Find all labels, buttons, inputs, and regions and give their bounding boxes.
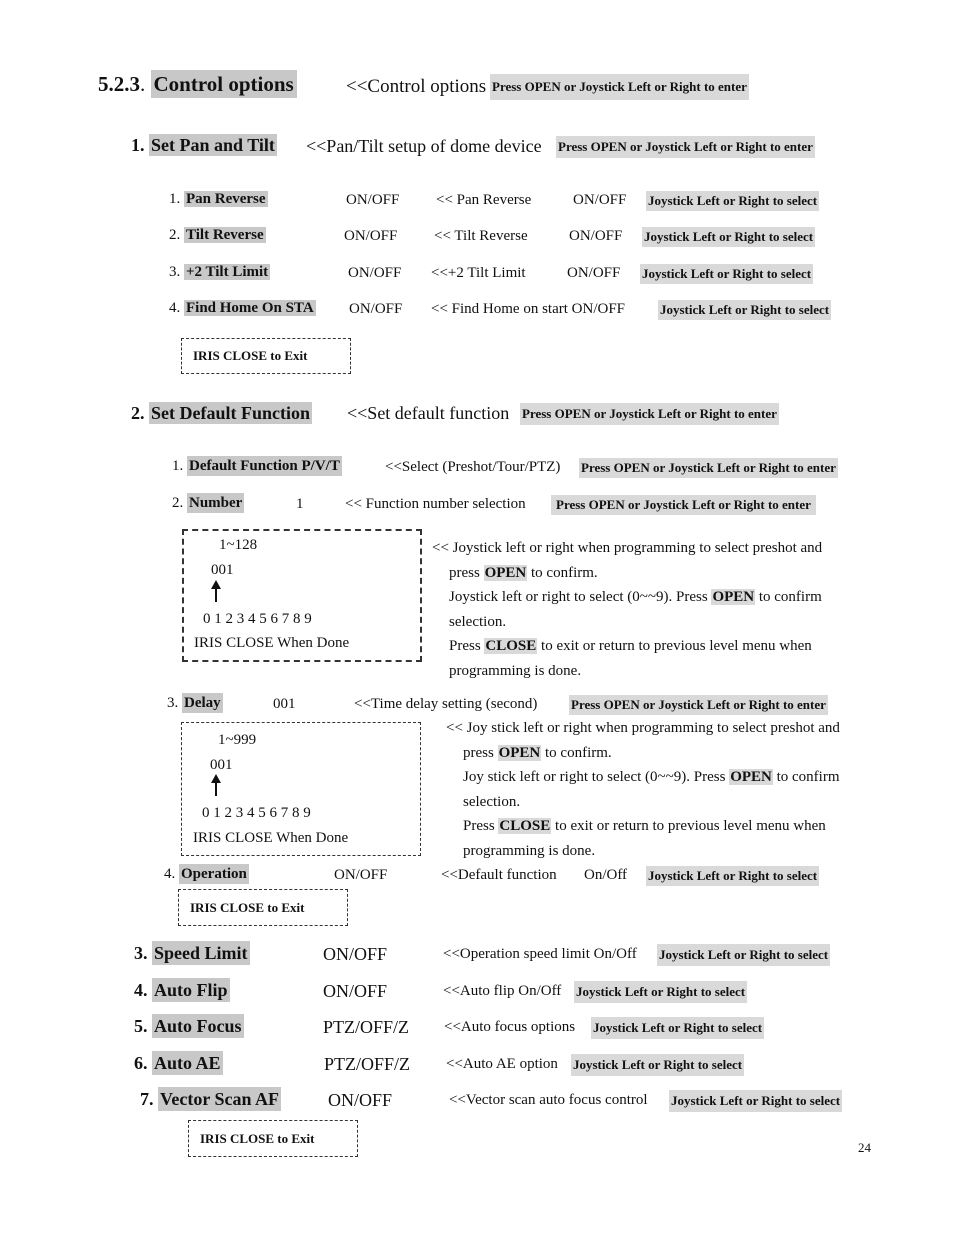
number-range: 1~128 — [219, 537, 258, 553]
s2-item-1: 1. Default Function P/V/T — [172, 458, 340, 474]
s7-value: ON/OFF — [328, 1090, 393, 1110]
s2-item-3: 3. Delay — [167, 695, 221, 711]
s2-item-4-label: Operation — [181, 866, 247, 882]
s1-item-4-label: Find Home On STA — [186, 300, 314, 316]
s1-item-1-hint: Joystick Left or Right to select — [646, 191, 819, 211]
s4-hint: Joystick Left or Right to select — [574, 981, 747, 1003]
s2-hint: Press OPEN or Joystick Left or Right to enter — [520, 403, 779, 425]
s1-item-2-hint: Joystick Left or Right to select — [642, 227, 815, 247]
s3-heading: 3. Speed Limit — [134, 943, 248, 963]
close-keyword: CLOSE — [499, 818, 551, 834]
final-exit-text: IRIS CLOSE to Exit — [200, 1131, 315, 1146]
close-keyword: CLOSE — [485, 638, 537, 654]
s2-desc: <<Set default function — [347, 403, 510, 423]
s1-item-2-value: ON/OFF — [344, 228, 398, 244]
s2-item-2-desc: << Function number selection — [345, 496, 526, 512]
s1-item-4-hint: Joystick Left or Right to select — [658, 300, 831, 320]
digit-row: 0 1 2 3 4 5 6 7 8 9 — [203, 611, 312, 627]
s1-item-1-value: ON/OFF — [346, 192, 400, 208]
s2-item-2-hint: Press OPEN or Joystick Left or Right to enter — [551, 495, 816, 515]
s5-desc: <<Auto focus options — [444, 1019, 576, 1035]
s2-item-4-desc-value: On/Off — [584, 867, 628, 883]
s2-heading: 2. Set Default Function — [131, 403, 310, 423]
done-text: IRIS CLOSE When Done — [194, 635, 350, 651]
s1-exit-text: IRIS CLOSE to Exit — [193, 348, 308, 363]
s2-item-4-value: ON/OFF — [334, 867, 388, 883]
s4-heading: 4. Auto Flip — [134, 980, 228, 1000]
s2-item-1-desc: <<Select (Preshot/Tour/PTZ) — [385, 459, 561, 475]
s1-heading: 1. Set Pan and Tilt — [131, 135, 275, 155]
s2-item-2-value: 1 — [296, 496, 304, 512]
s5-title: Auto Focus — [154, 1016, 242, 1036]
s2-item-2-label: Number — [189, 495, 243, 511]
s4-desc: <<Auto flip On/Off — [443, 983, 562, 999]
s3-value: ON/OFF — [323, 944, 388, 964]
section-title: Control options — [151, 70, 297, 98]
s1-item-3-desc-value: ON/OFF — [567, 265, 621, 281]
s1-item-3-label: +2 Tilt Limit — [186, 264, 269, 280]
s1-desc: <<Pan/Tilt setup of dome device — [306, 136, 542, 156]
s1-item-3-value: ON/OFF — [348, 265, 402, 281]
page-number: 24 — [858, 1140, 871, 1155]
s4-value: ON/OFF — [323, 981, 388, 1001]
s1-item-2-desc-value: ON/OFF — [569, 228, 623, 244]
open-keyword: OPEN — [712, 589, 755, 605]
s1-item-2-desc: << Tilt Reverse — [434, 228, 528, 244]
section-heading: 5.2.3. Control options — [98, 72, 297, 97]
digit-row: 0 1 2 3 4 5 6 7 8 9 — [202, 805, 311, 821]
s2-item-3-hint: Press OPEN or Joystick Left or Right to enter — [569, 695, 828, 715]
number-instructions: << Joystick left or right when programming to select preshot and press OPEN to confirm. Joystick left or right to select (0~~9). Press OPEN to confirm selection. Press CLOSE to exit or return to previous level menu when programming is done. — [432, 540, 823, 679]
s6-desc: <<Auto AE option — [446, 1056, 558, 1072]
delay-range: 1~999 — [218, 732, 257, 748]
s2-item-4-desc: <<Default function — [441, 867, 557, 883]
number-current: 001 — [211, 562, 234, 578]
s1-item-4-value: ON/OFF — [349, 301, 403, 317]
s1-hint: Press OPEN or Joystick Left or Right to enter — [556, 136, 815, 158]
up-arrow-icon — [210, 774, 222, 796]
s2-item-3-desc: <<Time delay setting (second) — [354, 696, 538, 712]
s7-hint: Joystick Left or Right to select — [669, 1090, 842, 1112]
s2-item-3-value: 001 — [273, 696, 296, 712]
s2-exit-text: IRIS CLOSE to Exit — [190, 900, 305, 915]
s6-heading: 6. Auto AE — [134, 1053, 221, 1073]
s2-item-2: 2. Number — [172, 495, 243, 511]
s3-desc: <<Operation speed limit On/Off — [443, 946, 637, 962]
s4-title: Auto Flip — [154, 980, 228, 1000]
s2-item-1-label: Default Function P/V/T — [189, 458, 340, 474]
s7-desc: <<Vector scan auto focus control — [449, 1092, 648, 1108]
s1-item-2: 2. Tilt Reverse — [169, 227, 264, 243]
heading-desc: <<Control options — [346, 76, 487, 97]
section-number: 5.2.3 — [98, 72, 140, 96]
up-arrow-icon — [210, 580, 222, 602]
s5-value: PTZ/OFF/Z — [323, 1017, 410, 1037]
s1-item-1: 1. Pan Reverse — [169, 191, 266, 207]
s2-item-3-label: Delay — [184, 695, 221, 711]
s6-value: PTZ/OFF/Z — [324, 1054, 411, 1074]
s1-item-4: 4. Find Home On STA — [169, 300, 314, 316]
s1-item-4-desc: << Find Home on start ON/OFF — [431, 301, 626, 317]
done-text: IRIS CLOSE When Done — [193, 830, 349, 846]
s2-item-1-hint: Press OPEN or Joystick Left or Right to enter — [579, 458, 838, 478]
s2-title: Set Default Function — [151, 403, 310, 423]
open-keyword: OPEN — [484, 564, 527, 581]
open-keyword: OPEN — [730, 769, 772, 785]
s7-title: Vector Scan AF — [160, 1089, 279, 1109]
s6-hint: Joystick Left or Right to select — [571, 1054, 744, 1076]
s1-item-3-hint: Joystick Left or Right to select — [640, 264, 813, 284]
s1-item-3: 3. +2 Tilt Limit — [169, 264, 269, 280]
s1-item-1-desc-value: ON/OFF — [573, 192, 627, 208]
s1-item-1-label: Pan Reverse — [186, 191, 266, 207]
s6-title: Auto AE — [154, 1053, 221, 1073]
delay-current: 001 — [210, 757, 233, 773]
s2-item-4-hint: Joystick Left or Right to select — [646, 866, 819, 886]
s3-title: Speed Limit — [154, 943, 248, 963]
s3-hint: Joystick Left or Right to select — [657, 944, 830, 966]
s5-hint: Joystick Left or Right to select — [591, 1017, 764, 1039]
s1-item-1-desc: << Pan Reverse — [436, 192, 532, 208]
s5-heading: 5. Auto Focus — [134, 1016, 242, 1036]
heading-hint: Press OPEN or Joystick Left or Right to enter — [490, 74, 749, 100]
s1-item-2-label: Tilt Reverse — [186, 227, 264, 243]
delay-instructions: << Joy stick left or right when programming to select preshot and press OPEN to confirm. Joy stick left or right to select (0~~9). Press OPEN to confirm selection. Press CLOSE to exit or return to previous level menu when programming is done. — [446, 720, 840, 859]
s7-heading: 7. Vector Scan AF — [140, 1089, 279, 1109]
open-keyword: OPEN — [498, 744, 541, 761]
s2-item-4: 4. Operation — [164, 866, 247, 882]
s1-item-3-desc: <<+2 Tilt Limit — [431, 265, 526, 281]
s1-title: Set Pan and Tilt — [151, 135, 275, 155]
